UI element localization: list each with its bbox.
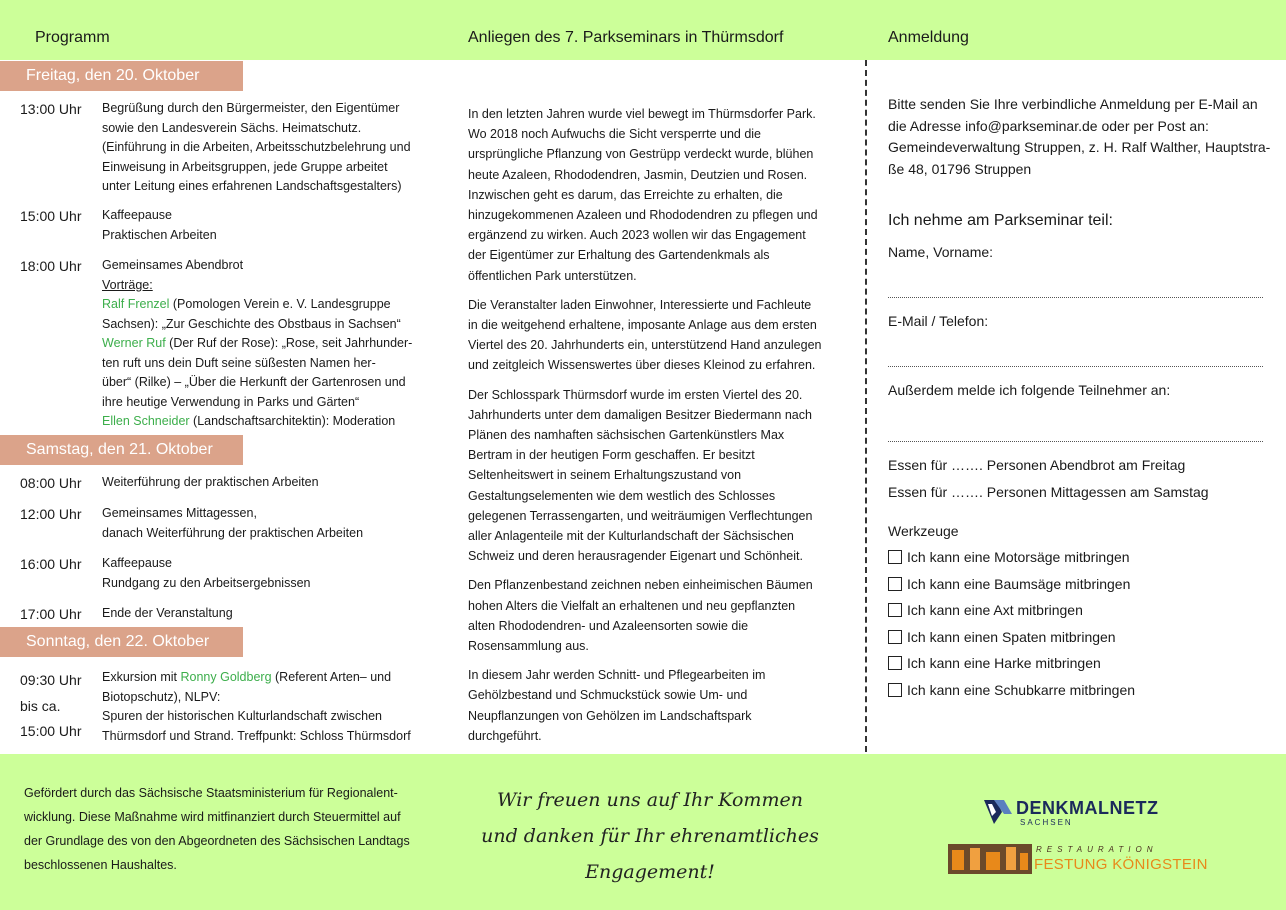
- talks-heading: Vorträge:: [102, 277, 153, 292]
- header-bar: [0, 0, 1286, 60]
- slot-time: 17:00 Uhr: [20, 606, 82, 622]
- talk-2: [102, 334, 442, 354]
- excursion-text: Biotopschutz), NLPV:: [102, 689, 221, 704]
- text-line: in die weitgehend erhaltene, imposante Anlage aus dem ersten: [468, 318, 817, 333]
- talk-text: ihre heutige Verwendung in Parks und Gärten“: [102, 394, 360, 409]
- funding-line: Gefördert durch das Sächsische Staatsministerium für Regionalent-: [24, 786, 398, 800]
- slot-time: 18:00 Uhr: [20, 258, 82, 274]
- talk-text: (Landschaftsarchitektin): Moderation: [189, 414, 396, 428]
- thanks-line: Wir freuen uns auf Ihr Kommen: [497, 789, 803, 811]
- tool-checkbox-harke[interactable]: [888, 655, 1101, 671]
- column-divider: [865, 60, 867, 752]
- others-label: Außerdem melde ich folgende Teilnehmer an:: [888, 382, 1171, 398]
- logo-subtitle: SACHSEN: [1020, 818, 1073, 827]
- slot-time: 13:00 Uhr: [20, 101, 82, 117]
- text-line: ursprüngliche Pflanzung von Gestrüpp verdeckt wurde, blühen: [468, 147, 814, 162]
- talk-text: Sachsen): „Zur Geschichte des Obstbaus in Sachsen“: [102, 316, 401, 331]
- text-line: aller Anlagenteile mit der Kulturlandschaft der Sächsischen: [468, 529, 794, 544]
- anliegen-text: [468, 95, 848, 755]
- slot-time: 16:00 Uhr: [20, 556, 82, 572]
- slot-line: Kaffeepause: [102, 208, 172, 222]
- thanks-line: und danken für Ihr ehrenamtliches Engagement!: [481, 825, 819, 883]
- email-link[interactable]: info@parkseminar.de: [965, 117, 1098, 134]
- name-label: Name, Vorname:: [888, 244, 994, 260]
- fortress-emblem-icon: [948, 844, 1032, 874]
- slot-line: Gemeinsames Mittagessen,: [102, 506, 257, 520]
- text-line: Gehölzbestand und Schmuckstück sowie Um- und: [468, 688, 748, 703]
- checkbox[interactable]: [888, 550, 902, 564]
- footer: [0, 754, 1286, 910]
- text-line: Der Schlosspark Thürmsdorf wurde im ersten Viertel des 20.: [468, 387, 803, 402]
- checkbox-label: Ich kann eine Axt mitbringen: [907, 602, 1083, 618]
- slot-time: [20, 668, 100, 745]
- checkbox-label: Ich kann einen Spaten mitbringen: [907, 629, 1116, 645]
- funding-line: der Grundlage des von den Abgeordneten des Sächsischen Landtags: [24, 834, 410, 848]
- text-line: gelegenen Terrassengarten, und weiträumigen Verflechtungen: [468, 508, 813, 523]
- day-saturday-band: Samstag, den 21. Oktober: [0, 435, 243, 465]
- intro-line: ße 48, 01796 Struppen: [888, 160, 1032, 177]
- slot-description: [102, 554, 442, 593]
- slot-line: Gemeinsames Abendbrot: [102, 258, 244, 272]
- meal-saturday[interactable]: Essen für ……. Personen Mittagessen am Samstag: [888, 484, 1209, 500]
- text-line: alten Rhododendren- und Azaleensorten sowie die: [468, 618, 749, 633]
- funding-line: beschlossenen Haushaltes.: [24, 858, 177, 872]
- excursion-text: Thürmsdorf und Strand. Treffpunkt: Schloss Thürmsdorf: [102, 728, 411, 743]
- text-line: In diesem Jahr werden Schnitt- und Pflegearbeiten im: [468, 668, 766, 683]
- talk-text: über“ (Rilke) – „Über die Herkunft der Gartenrosen und: [102, 375, 406, 389]
- text-line: der Eigentümer zur Erhaltung des Gartendenkmals als: [468, 248, 770, 263]
- text-line: Die Veranstalter laden Einwohner, Interessierte und Fachleute: [468, 297, 812, 312]
- text-line: Bertram in der heutigen Form geschaffen. Er besitzt: [468, 448, 755, 463]
- text-line: Wo 2018 noch Aufwuchs die Sicht versperrte und die: [468, 127, 761, 142]
- day-sunday-band: Sonntag, den 22. Oktober: [0, 627, 243, 657]
- speaker-name: Ronny Goldberg: [180, 670, 272, 684]
- slot-line: Weiterführung der praktischen Arbeiten: [102, 475, 319, 489]
- text-line: durchgeführt.: [468, 728, 542, 743]
- text-line: ergänzend zu wirken. Auch 2023 wollen wir das Engagement: [468, 228, 806, 243]
- text-line: Neupflanzungen von Gehölzen im Landschaftspark: [468, 708, 752, 723]
- talk-3: [102, 412, 442, 432]
- slot-description: [102, 206, 442, 245]
- slot-line: Ende der Veranstaltung: [102, 606, 233, 620]
- text-line: In den letzten Jahren wurde viel bewegt im Thürmsdorfer Park.: [468, 107, 816, 121]
- thanks-message: [440, 782, 860, 890]
- text-line: Inzwischen geht es darum, das Erreichte zu erhalten, die: [468, 187, 783, 202]
- funding-note: [24, 781, 434, 877]
- text-line: hohen Alters die Vielfalt an erhaltenen und neu gepflanzten: [468, 598, 796, 613]
- excursion-text: (Referent Arten– und: [271, 670, 392, 684]
- tool-checkbox-schubkarre[interactable]: [888, 682, 1135, 698]
- text-line: öffentlichen Park unterstützen.: [468, 268, 637, 283]
- checkbox[interactable]: [888, 577, 902, 591]
- text-line: Jahrhunderts unter dem damaligen Besitzer Biedermann nach: [468, 407, 812, 422]
- slot-line: danach Weiterführung der praktischen Arbeiten: [102, 525, 364, 540]
- slot-line: Begrüßung durch den Bürgermeister, den Eigentümer: [102, 101, 400, 115]
- talk-1: [102, 295, 442, 315]
- tool-checkbox-spaten[interactable]: [888, 629, 1116, 645]
- email-label: E-Mail / Telefon:: [888, 313, 989, 329]
- slot-line: Praktischen Arbeiten: [102, 227, 217, 242]
- checkbox-label: Ich kann eine Harke mitbringen: [907, 655, 1101, 671]
- tool-checkbox-motorsaege[interactable]: [888, 549, 1130, 565]
- intro-text: oder per Post an:: [1097, 117, 1209, 134]
- speaker-name: Ellen Schneider: [102, 414, 190, 428]
- tool-checkbox-baumsaege[interactable]: [888, 576, 1130, 592]
- time-line: bis ca.: [20, 697, 61, 714]
- slot-line: Einweisung in Arbeitsgruppen, jede Gruppe arbeitet: [102, 159, 388, 174]
- excursion-text: Exkursion mit: [102, 670, 181, 684]
- others-field[interactable]: [888, 441, 1263, 442]
- denkmalnetz-logo: [982, 796, 1162, 828]
- text-line: Seltenheitswert in seinem Erhaltungszustand von: [468, 468, 742, 483]
- slot-description: [102, 504, 442, 543]
- intro-line: [888, 116, 1280, 138]
- checkbox-label: Ich kann eine Baumsäge mitbringen: [907, 576, 1131, 592]
- excursion-text: Spuren der historischen Kulturlandschaft zwischen: [102, 709, 383, 723]
- intro-text: die Adresse: [888, 117, 966, 134]
- talk-text: ten ruft uns dein Duft seine süßesten Namen her-: [102, 355, 376, 370]
- time-line: 15:00 Uhr: [20, 723, 82, 739]
- excursion-line: [102, 668, 442, 688]
- text-line: Plänen des namhaften sächsischen Gartenkünstlers Max: [468, 428, 785, 443]
- text-line: Rosensammlung aus.: [468, 639, 589, 654]
- slot-description: [102, 99, 442, 197]
- slot-line: unter Leitung eines erfahrenen Landschaftsgestalters): [102, 179, 402, 193]
- checkbox[interactable]: [888, 683, 902, 697]
- anmeldung-title: Anmeldung: [888, 29, 969, 46]
- anliegen-title: Anliegen des 7. Parkseminars in Thürmsdorf: [468, 29, 784, 46]
- slot-time: 15:00 Uhr: [20, 208, 82, 224]
- slot-description: [102, 604, 442, 624]
- checkbox-label: Ich kann eine Schubkarre mitbringen: [907, 682, 1136, 698]
- funding-line: wicklung. Diese Maßnahme wird mitfinanziert durch Steuermittel auf: [24, 810, 401, 824]
- talk-text: (Der Ruf der Rose): „Rose, seit Jahrhunder-: [165, 336, 413, 350]
- tool-checkbox-axt[interactable]: [888, 602, 1083, 618]
- checkbox[interactable]: [888, 656, 902, 670]
- slot-time: 12:00 Uhr: [20, 506, 82, 522]
- time-line: 09:30 Uhr: [20, 672, 82, 688]
- slot-line: (Einführung in die Arbeiten, Arbeitsschutzbelehrung und: [102, 140, 411, 154]
- form-title: Ich nehme am Parkseminar teil:: [888, 212, 1113, 229]
- speaker-name: Ralf Frenzel: [102, 297, 170, 311]
- anmeldung-intro: [888, 94, 1280, 180]
- slot-description: [102, 668, 442, 746]
- name-field[interactable]: [888, 297, 1263, 298]
- intro-line: Gemeindeverwaltung Struppen, z. H. Ralf Walther, Hauptstra-: [888, 139, 1271, 155]
- slot-line: Kaffeepause: [102, 556, 172, 570]
- day-friday-band: Freitag, den 20. Oktober: [0, 61, 243, 91]
- logo-tagline: RESTAURATION: [1036, 845, 1158, 854]
- text-line: Viertel des 20. Jahrhunderts ein, unterstützend Hand anzulegen: [468, 338, 822, 353]
- meal-friday[interactable]: Essen für ……. Personen Abendbrot am Freitag: [888, 457, 1186, 473]
- text-line: heute Azaleen, Rhododendren, Jasmin, Deutzien und Rosen.: [468, 167, 808, 182]
- slot-description: [102, 256, 442, 432]
- text-line: hinzugekommenen Azaleen und Rhododendren zu pflegen und: [468, 208, 818, 223]
- slot-description: [102, 473, 442, 493]
- checkbox[interactable]: [888, 630, 902, 644]
- tools-title: Werkzeuge: [888, 523, 959, 539]
- text-line: Schweiz und deren herausragender Eigenart und Schönheit.: [468, 549, 803, 564]
- slot-line: sowie den Landesverein Sächs. Heimatschutz.: [102, 120, 362, 135]
- logo-wordmark: DENKMALNETZ: [1016, 798, 1159, 818]
- slot-line: Rundgang zu den Arbeitsergebnissen: [102, 575, 311, 590]
- checkbox[interactable]: [888, 603, 902, 617]
- text-line: Den Pflanzenbestand zeichnen neben einheimischen Bäumen: [468, 578, 813, 593]
- text-line: und zeitgleich Wissenswertes über dieses Kleinod zu erfahren.: [468, 358, 816, 373]
- festung-koenigstein-logo: [948, 844, 1208, 878]
- intro-line: Bitte senden Sie Ihre verbindliche Anmeldung per E-Mail an: [888, 96, 1258, 112]
- speaker-name: Werner Ruf: [102, 336, 166, 350]
- email-phone-field[interactable]: [888, 366, 1263, 367]
- slot-time: 08:00 Uhr: [20, 475, 82, 491]
- talk-text: (Pomologen Verein e. V. Landesgruppe: [169, 297, 391, 311]
- checkbox-label: Ich kann eine Motorsäge mitbringen: [907, 549, 1130, 565]
- program-title: Programm: [35, 29, 110, 46]
- text-line: Gestaltungselementen wie dem westlich des Schlosses: [468, 488, 776, 503]
- logo-wordmark: FESTUNG KÖNIGSTEIN: [1034, 856, 1208, 873]
- denkmalnetz-mark-icon: [982, 798, 1016, 826]
